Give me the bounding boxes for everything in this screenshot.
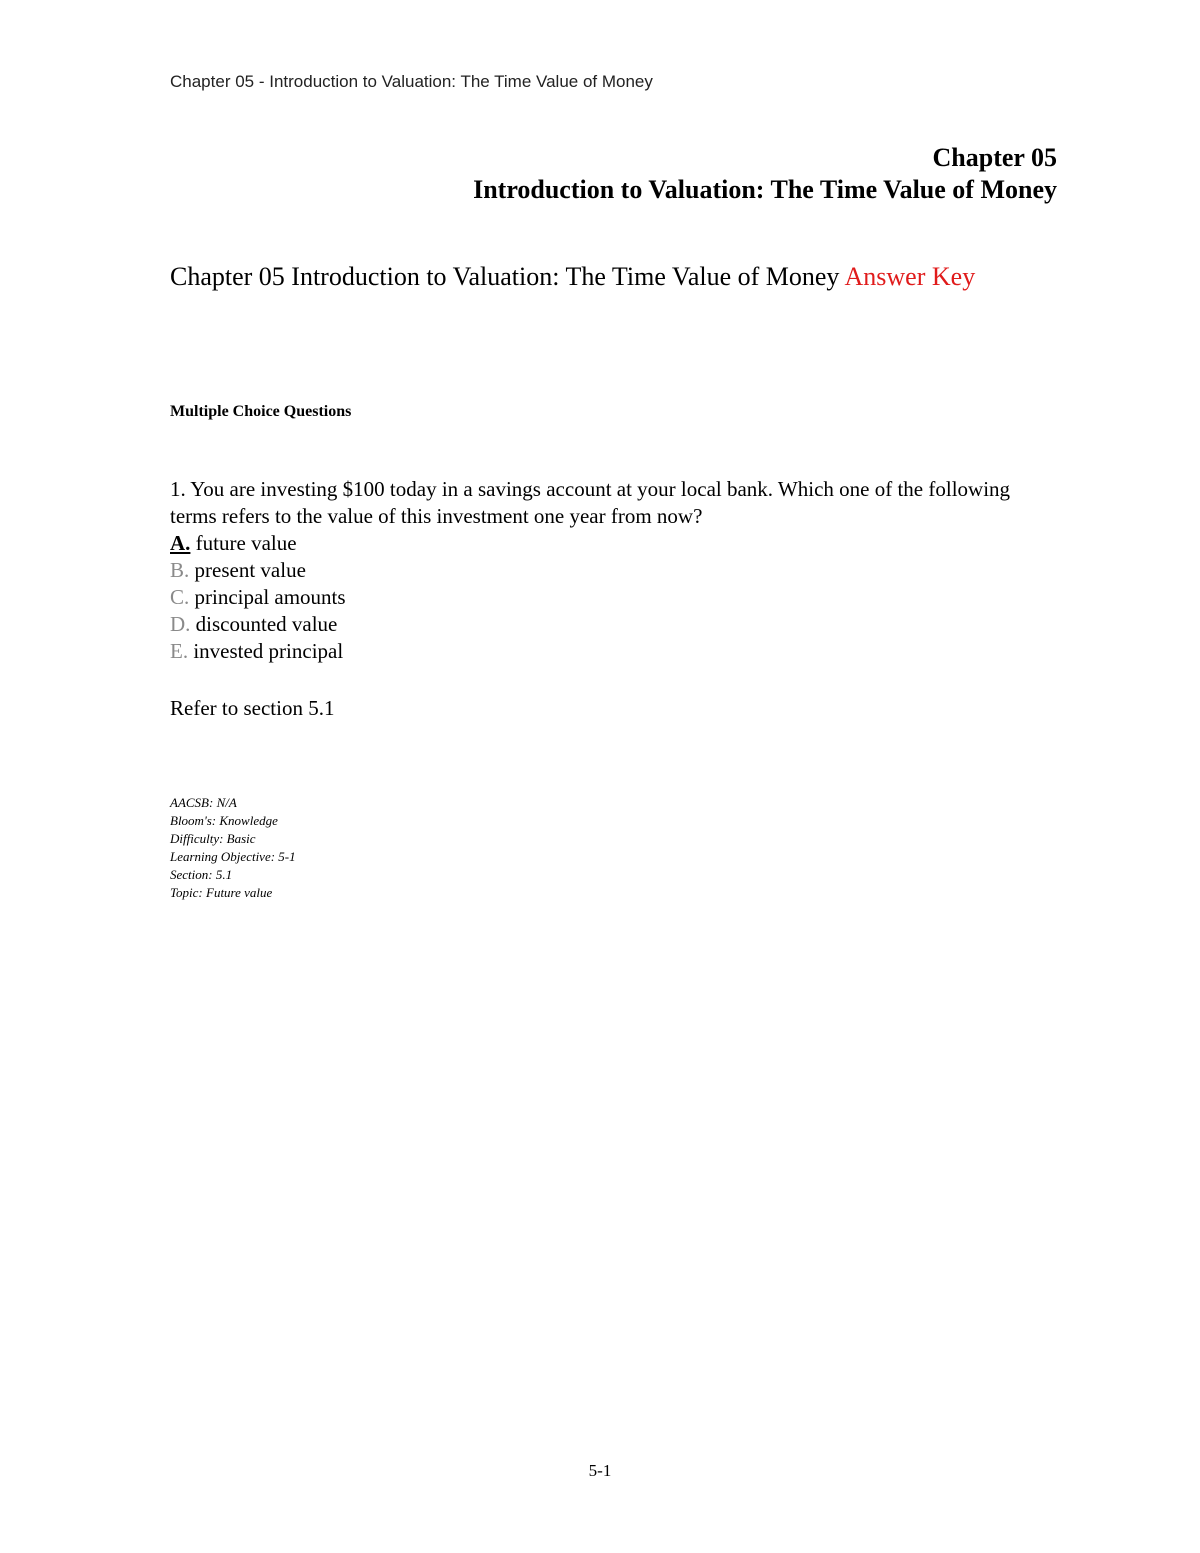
answer-key-label: Answer Key [844,262,976,291]
option-list [170,530,1050,665]
option-letter-correct: A. [170,531,191,555]
question-1 [170,476,1050,665]
title-block [473,142,1057,206]
section-reference: Refer to section 5.1 [170,696,335,720]
section-heading: Multiple Choice Questions [170,403,352,420]
option-text: future value [195,531,297,555]
meta-section: Section: 5.1 [170,867,233,882]
option-text: present value [194,558,306,582]
running-header: Chapter 05 - Introduction to Valuation: The Time Value of Money [170,72,653,91]
option-text: invested principal [193,639,344,663]
option-letter: B. [170,558,190,582]
question-text: 1. You are investing $100 today in a savings account at your local bank. Which one of the following terms refers to the value of this investment one year from now? [170,477,1011,528]
meta-difficulty: Difficulty: Basic [170,831,256,846]
option-letter: C. [170,585,190,609]
option-e [170,638,1050,665]
chapter-subtitle: Introduction to Valuation: The Time Value of Money [473,175,1057,204]
option-b [170,557,1050,584]
meta-learning-objective: Learning Objective: 5-1 [170,849,296,864]
option-text: principal amounts [194,585,346,609]
option-d [170,611,1050,638]
option-a [170,530,1050,557]
question-metadata [170,794,296,902]
answer-heading-text: Chapter 05 Introduction to Valuation: The Time Value of Money [170,262,840,291]
meta-aacsb: AACSB: N/A [170,795,237,810]
option-c [170,584,1050,611]
page-number: 5-1 [588,1461,612,1480]
meta-blooms: Bloom's: Knowledge [170,813,278,828]
option-letter: D. [170,612,191,636]
answer-key-heading [170,262,975,292]
option-letter: E. [170,639,189,663]
option-text: discounted value [195,612,338,636]
chapter-title: Chapter 05 [932,143,1057,172]
meta-topic: Topic: Future value [170,885,273,900]
